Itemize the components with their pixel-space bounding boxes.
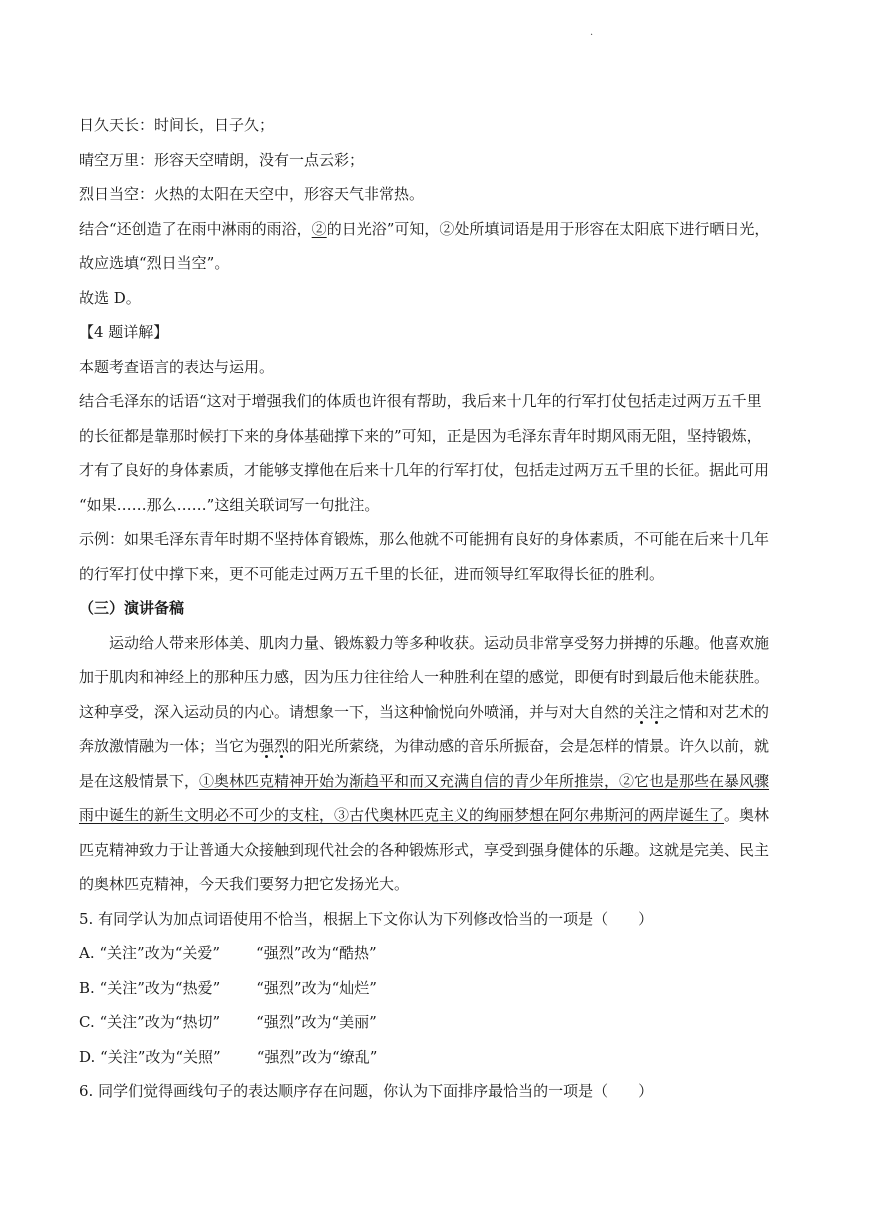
header-dot: · xyxy=(590,30,594,41)
text-line xyxy=(79,212,819,247)
text-line: 结合毛泽东的话语“这对于增强我们的体质也许很有帮助，我后来十几年的行军打仗包括走过两万五千里 xyxy=(79,392,762,410)
passage-line: 加于肌肉和神经上的那种压力感，因为压力往往给人一种胜利在望的感觉，即便有时到最后他未能获胜。 xyxy=(79,668,770,686)
passage-line xyxy=(79,764,819,799)
option-text: “强烈”改为“缭乱” xyxy=(256,1047,378,1066)
text-line: 本题考查语言的表达与运用。 xyxy=(79,357,275,376)
option-a xyxy=(79,936,819,971)
text-segment: 奔放激情融为一体；当它为 xyxy=(79,737,260,755)
text-segment: 。奥林 xyxy=(724,806,770,824)
emphasis-char: 关 xyxy=(634,702,650,721)
text-segment: 的日光浴”可知，②处所填词语是用于形容在太阳底下进行晒日光， xyxy=(326,219,770,238)
passage-line: 的奥林匹克精神，今天我们要努力把它发扬光大。 xyxy=(79,875,410,893)
text-line: 日久天长：时间长，日子久； xyxy=(79,116,275,134)
section-heading: 【4 题详解】 xyxy=(79,323,169,341)
option-b xyxy=(79,971,819,1006)
text-segment: 结合“还创造了在雨中淋雨的雨浴， xyxy=(79,219,312,238)
question-stem: 6. 同学们觉得画线句子的表达顺序存在问题，你认为下面排序最恰当的一项是（ ） xyxy=(79,1082,654,1100)
blank-marker: ② xyxy=(311,219,327,238)
passage-line xyxy=(79,798,819,833)
option-text: “强烈”改为“灿烂” xyxy=(256,978,377,997)
text-segment: 的阳光所萦绕，为律动感的音乐所振奋，会是怎样的情景。许久以前，就 xyxy=(289,737,770,755)
text-segment: 之情和对艺术的 xyxy=(664,702,770,721)
emphasis-char: 烈 xyxy=(274,737,290,755)
passage-line xyxy=(79,695,819,730)
option-d xyxy=(79,1040,819,1075)
option-text: C. “关注”改为“热切” xyxy=(79,1013,221,1031)
option-text: B. “关注”改为“热爱” xyxy=(79,978,221,997)
option-c xyxy=(79,1005,819,1040)
option-text: D. “关注”改为“关照” xyxy=(79,1047,221,1066)
option-text: “强烈”改为“美丽” xyxy=(256,1013,377,1031)
passage-line: 匹克精神致力于让普通大众接触到现代社会的各种锻炼形式，享受到强身健体的乐趣。这就是完美、民主 xyxy=(79,840,770,859)
text-line: 故选 D。 xyxy=(79,288,141,307)
text-segment: 这种享受，深入运动员的内心。请想象一下，当这种愉悦向外喷涌，并与对大自然的 xyxy=(79,702,635,721)
emphasis-char: 强 xyxy=(259,737,275,755)
question-stem: 5. 有同学认为加点词语使用不恰当，根据上下文你认为下列修改恰当的一项是（ ） xyxy=(79,909,654,928)
emphasis-char: 注 xyxy=(649,702,665,721)
underlined-sentence: ①奥林匹克精神开始为渐趋平和而又充满自信的青少年所推崇，②它也是那些在暴风骤 xyxy=(199,771,770,790)
text-segment: 是在这般情景下， xyxy=(79,771,200,790)
text-line: 烈日当空：火热的太阳在天空中，形容天气非常热。 xyxy=(79,185,425,203)
text-line: 的行军打仗中撑下来，更不可能走过两万五千里的长征，进而领导红军取得长征的胜利。 xyxy=(79,564,665,583)
passage-line xyxy=(79,729,819,764)
passage-line: 运动给人带来形体美、肌肉力量、锻炼毅力等多种收获。运动员非常享受努力拼搏的乐趣。他喜欢施 xyxy=(109,633,770,652)
section-title: （三）演讲备稿 xyxy=(79,599,185,617)
text-line: 才有了良好的身体素质，才能够支撑他在后来十几年的行军打仗，包括走过两万五千里的长征。据此可用 xyxy=(79,461,770,479)
option-text: “强烈”改为“酷热” xyxy=(256,944,377,962)
text-line: 故应选填“烈日当空”。 xyxy=(79,254,230,272)
document-body xyxy=(79,108,819,1109)
text-line: “如果……那么……”这组关联词写一句批注。 xyxy=(79,495,380,514)
underlined-sentence: 雨中诞生的新生文明必不可少的支柱，③古代奥林匹克主义的绚丽梦想在阿尔弗斯河的两岸诞生了 xyxy=(79,806,725,824)
text-line: 示例：如果毛泽东青年时期不坚持体育锻炼，那么他就不可能拥有良好的身体素质，不可能在后来十几年 xyxy=(79,530,770,548)
text-line: 晴空万里：形容天空晴朗，没有一点云彩； xyxy=(79,150,365,169)
text-line: 的长征都是靠那时候打下来的身体基础撑下来的”可知，正是因为毛泽东青年时期风雨无阻，坚持锻炼， xyxy=(79,426,762,445)
option-text: A. “关注”改为“关爱” xyxy=(79,944,221,962)
